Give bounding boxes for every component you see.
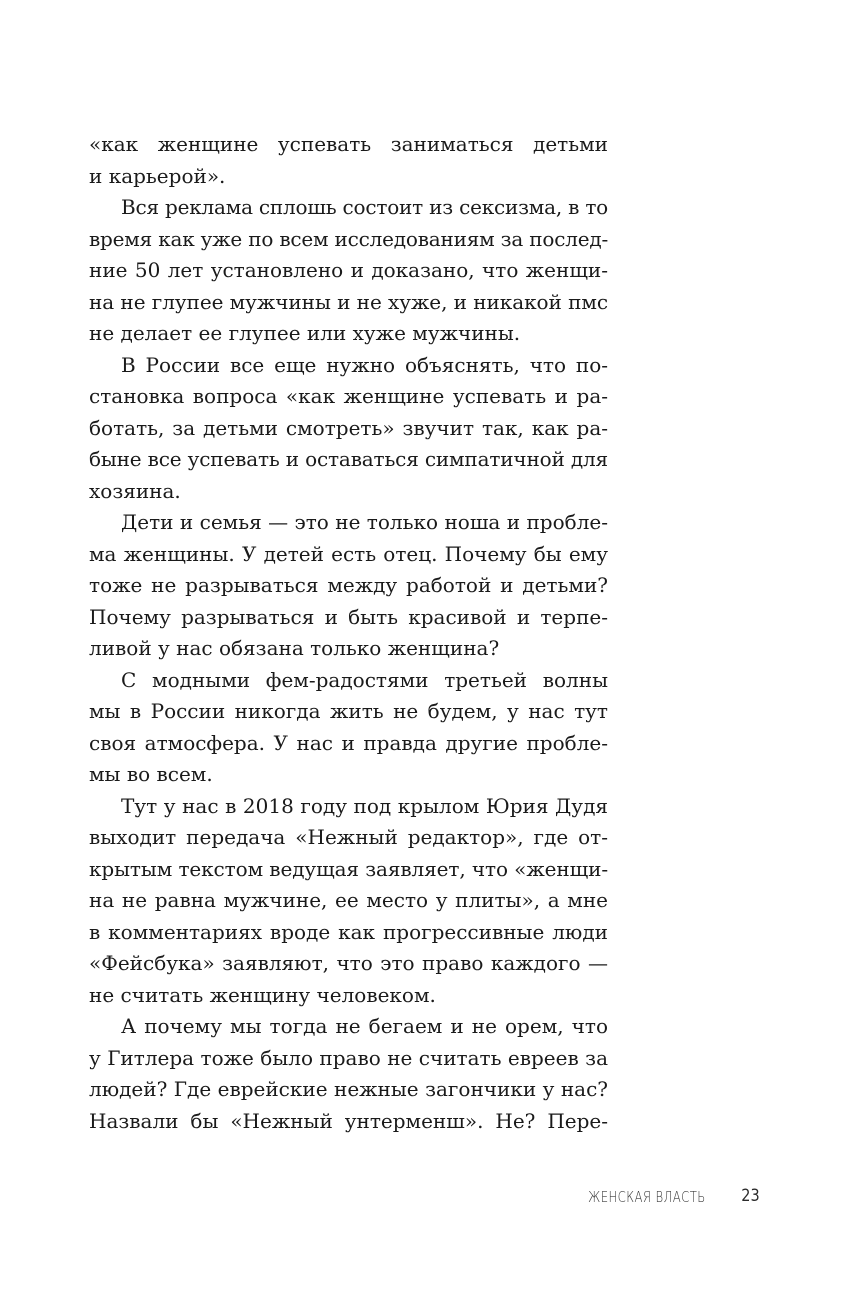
paragraph: [89, 1011, 608, 1137]
page-footer: [500, 1186, 760, 1216]
text-line: и карьерой».: [89, 163, 226, 188]
text-line: становка вопроса «как женщине успевать и ра-: [89, 384, 608, 408]
text-line: тоже не разрываться между работой и детьми?: [89, 573, 608, 597]
text-line: на не глупее мужчины и не хуже, и никакой пмс: [89, 289, 608, 314]
paragraph: [89, 192, 608, 350]
page-number: 23: [741, 1186, 760, 1206]
text-line: хозяина.: [89, 478, 181, 503]
text-line: А почему мы тогда не бегаем и не орем, что: [121, 1014, 608, 1038]
text-line: Дети и семья — это не только ноша и пробле-: [121, 510, 608, 534]
paragraph: [89, 791, 608, 1012]
text-line: «Фейсбука» заявляют, что это право каждого —: [89, 951, 608, 975]
text-line: Почему разрываться и быть красивой и терпе-: [89, 604, 608, 629]
paragraph: [89, 665, 608, 791]
running-head: ЖЕНСКАЯ ВЛАСТЬ: [588, 1188, 706, 1206]
text-line: Назвали бы «Нежный унтерменш». Не? Пере-: [89, 1108, 608, 1133]
text-line: в комментариях вроде как прогрессивные люди: [89, 919, 608, 944]
paragraph: [89, 350, 608, 508]
text-line: у Гитлера тоже было право не считать евреев за: [89, 1045, 608, 1070]
text-line: своя атмосфера. У нас и правда другие пробле-: [89, 730, 608, 755]
text-line: мы в России никогда жить не будем, у нас тут: [89, 699, 608, 723]
text-line: выходит передача «Нежный редактор», где от-: [89, 825, 608, 849]
paragraph: [89, 507, 608, 665]
text-line: крытым текстом ведущая заявляет, что «женщи-: [89, 856, 608, 881]
text-line: время как уже по всем исследованиям за послед-: [89, 226, 608, 251]
text-line: на не равна мужчине, ее место у плиты», а мне: [89, 888, 608, 912]
text-line: не делает ее глупее или хуже мужчины.: [89, 321, 521, 345]
text-line: мы во всем.: [89, 762, 213, 786]
text-line: С модными фем-радостями третьей волны: [121, 667, 608, 692]
text-line: В России все еще нужно объяснять, что по-: [121, 352, 608, 377]
paragraph: [89, 129, 608, 192]
text-line: людей? Где еврейские нежные загончики у нас?: [89, 1077, 608, 1101]
text-line: ботать, за детьми смотреть» звучит так, как ра-: [89, 415, 608, 440]
text-line: ние 50 лет установлено и доказано, что женщи-: [89, 258, 608, 282]
text-line: Вся реклама сплошь состоит из сексизма, в то: [121, 195, 608, 219]
body-text: [89, 129, 608, 1137]
text-line: Тут у нас в 2018 году под крылом Юрия Дудя: [121, 793, 608, 818]
text-line: ма женщины. У детей есть отец. Почему бы ему: [89, 541, 608, 566]
text-line: не считать женщину человеком.: [89, 982, 436, 1007]
text-line: быне все успевать и оставаться симпатичной для: [89, 447, 608, 471]
text-line: ливой у нас обязана только женщина?: [89, 636, 500, 660]
text-line: «как женщине успевать заниматься детьми: [89, 132, 608, 156]
